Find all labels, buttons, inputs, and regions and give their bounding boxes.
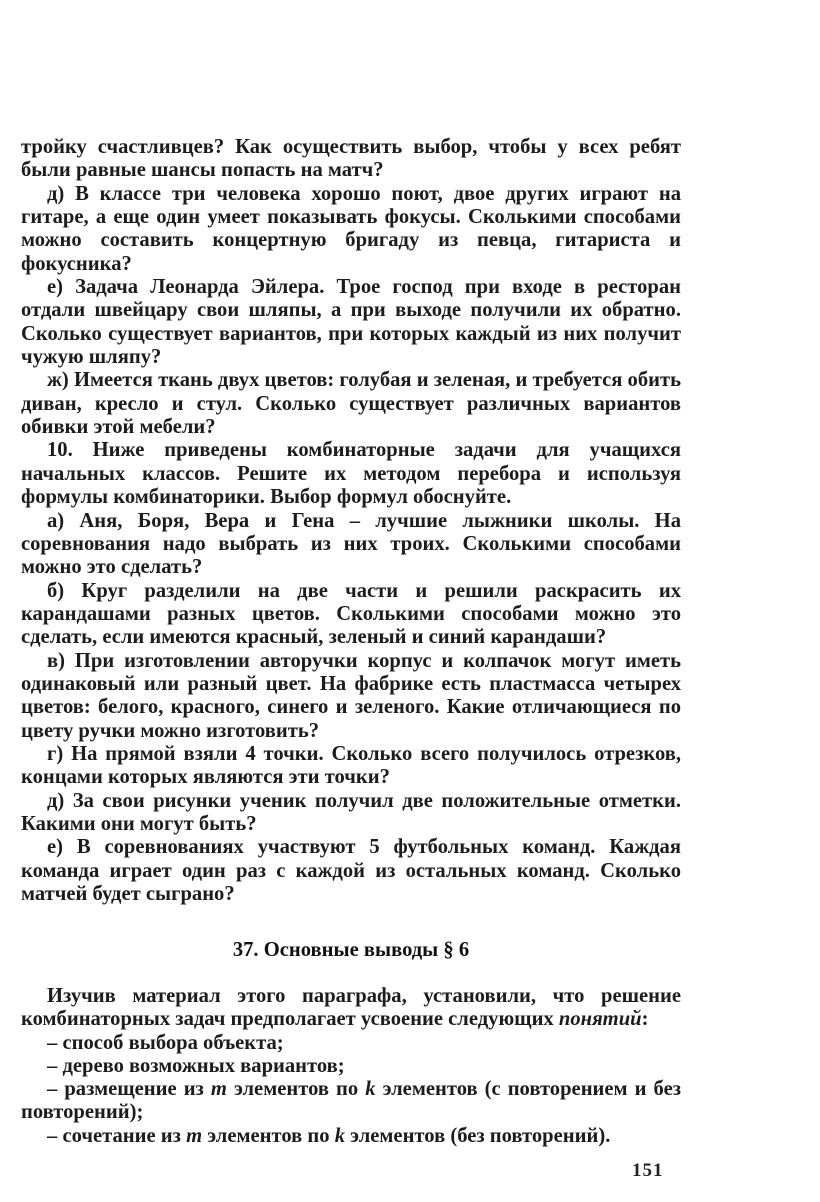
- item3-var-k: k: [365, 1078, 376, 1101]
- exercise-10: [21, 439, 681, 509]
- item3-var-m: m: [210, 1078, 227, 1101]
- summary-intro-text: Изучив материал этого параграфа, установили, что решение комбинаторных задач предполагает усвоение следующих: [21, 985, 681, 1031]
- task-d-singers: д) В классе три человека хорошо поют, двое других играют на гитаре, а еще один умеет показывать фокусы. Сколькими способами можно составить концертную бригаду из певца, гитариста и фокусника?: [21, 182, 681, 275]
- item4-part-c: элементов (без повторений).: [345, 1124, 611, 1147]
- summary-item-3: [21, 1078, 681, 1125]
- summary-item-1: – способ выбора объекта;: [47, 1031, 284, 1054]
- item4-part-b: элементов по: [202, 1124, 335, 1147]
- task-v-pens: в) При изготовлении авторучки корпус и колпачок могут иметь одинаковый или разный цвет. На фабрике есть пластмасса четырех цветов: белого, красного, синего и зеленого. Какие отличающиеся по цвету ручки можно изготовить?: [21, 649, 681, 742]
- task-b-circle: б) Круг разделили на две части и решили раскрасить их карандашами разных цветов. Сколькими способами можно это сделать, если имеются красный, зеленый и синий карандаши?: [21, 579, 681, 649]
- summary-intro-emphasis: понятий: [558, 1008, 642, 1031]
- item3-part-a: – размещение из: [47, 1078, 211, 1101]
- section-heading: 37. Основные выводы § 6: [232, 939, 470, 961]
- task-e-football: е) В соревнованиях участвуют 5 футбольных команд. Каждая команда играет один раз с каждой из остальных команд. Сколько матчей будет сыграно?: [21, 836, 681, 905]
- page-number: 151: [632, 1160, 664, 1181]
- exercise-text: [21, 136, 681, 906]
- summary-item-2: – дерево возможных вариантов;: [47, 1054, 345, 1077]
- summary-text: [21, 985, 681, 1148]
- summary-intro: [21, 985, 681, 1032]
- task-a-skiers: а) Аня, Боря, Вера и Гена – лучшие лыжники школы. На соревнования надо выбрать из них троих. Сколькими способами можно это сделать?: [21, 509, 681, 579]
- paragraph-continuation: тройку счастливцев? Как осуществить выбор, чтобы у всех ребят были равные шансы попасть на матч?: [21, 136, 681, 182]
- task-d-marks: д) За свои рисунки ученик получил две положительные отметки. Какими они могут быть?: [21, 789, 681, 835]
- exercise-number: 10.: [47, 439, 73, 462]
- item4-var-m: m: [186, 1124, 203, 1147]
- task-zh-fabric: ж) Имеется ткань двух цветов: голубая и зеленая, и требуется обить диван, кресло и стул. Сколько существует различных вариантов обивки этой мебели?: [21, 369, 682, 439]
- item3-part-c: элементов (с повторением и без повторений);: [21, 1078, 681, 1124]
- summary-item-4: [21, 1125, 681, 1148]
- task-g-points: г) На прямой взяли 4 точки. Сколько всего получилось отрезков, концами которых являются эти точки?: [21, 742, 681, 789]
- item4-part-a: – сочетание из: [47, 1124, 187, 1147]
- item3-part-b: элементов по: [226, 1078, 366, 1101]
- item4-var-k: k: [334, 1124, 346, 1147]
- summary-intro-colon: :: [641, 1008, 649, 1031]
- task-e-euler: е) Задача Леонарда Эйлера. Трое господ при входе в ресторан отдали швейцару свои шляпы, а при выходе получили их обратно. Сколько существует вариантов, при которых каждый из них получит чужую шляпу?: [21, 276, 681, 369]
- exercise-10-text: Ниже приведены комбинаторные задачи для учащихся начальных классов. Решите их методом перебора и используя формулы комбинаторики. Выбор формул обоснуйте.: [21, 439, 681, 509]
